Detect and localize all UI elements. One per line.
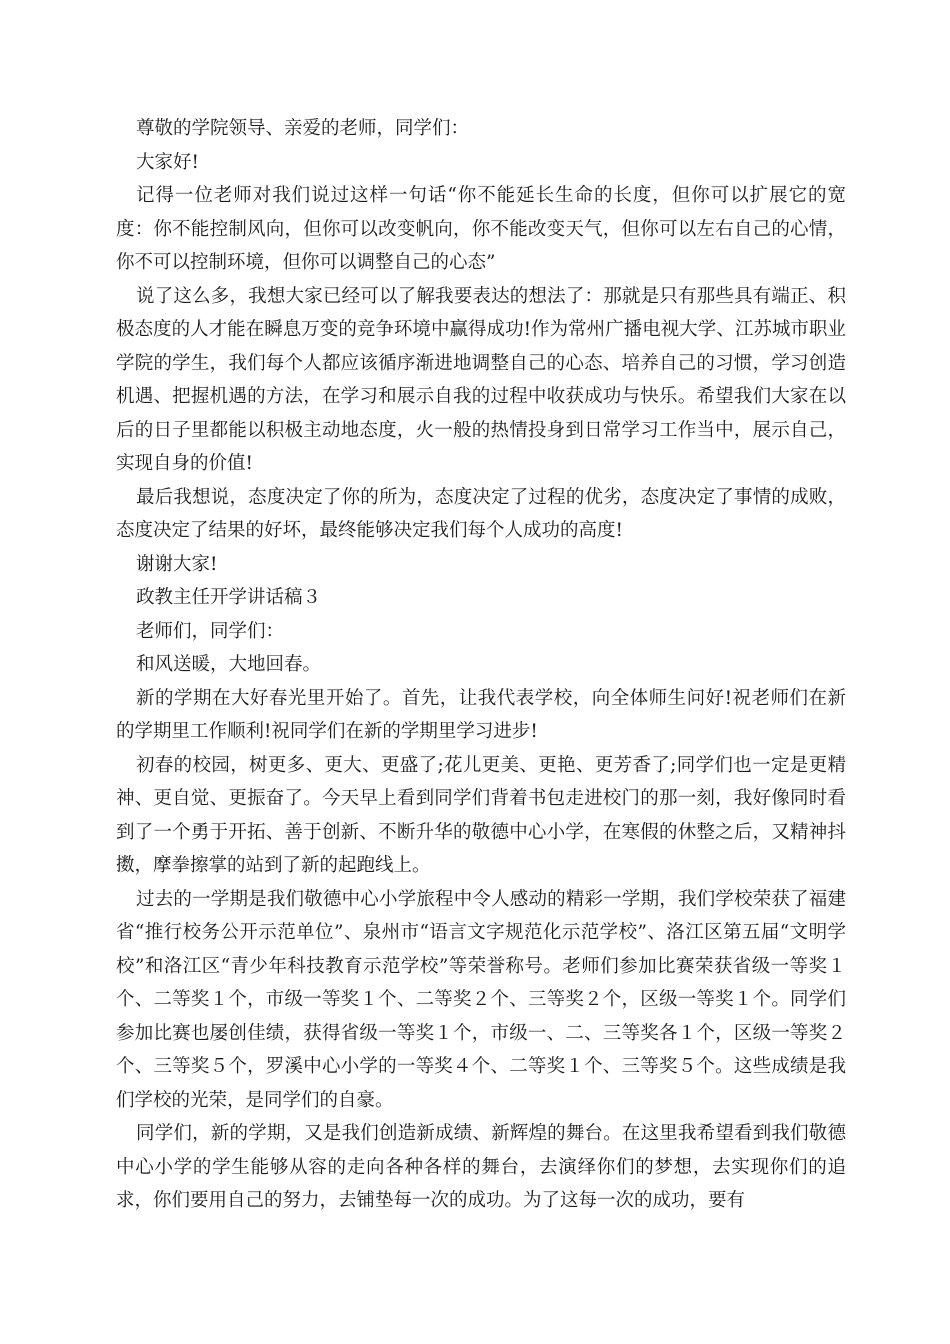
paragraph-greeting: 大家好! [136,151,199,173]
paragraph-salutation: 老师们，同学们： [136,620,285,642]
paragraph-body: 同学们，新的学期，又是我们创造新成绩、新辉煌的舞台。在这里我希望看到我们敬德中心小学的学生能够从容的走向各种各样的舞台，去演绎你们的梦想，去实现你们的追求，你们要用自己的努力，去铺垫每一次的成功。为了这每一次的成功，要有 [116,1123,846,1211]
paragraph-thanks: 谢谢大家! [136,553,218,575]
document-body [116,112,846,1218]
paragraph-body: 过去的一学期是我们敬德中心小学旅程中令人感动的精彩一学期，我们学校荣获了福建省“推行校务公开示范单位”、泉州市“语言文字规范化示范学校”、洛江区第五届“文明学校”和洛江区“青少年科技教育示范学校”等荣誉称号。老师们参加比赛荣获省级一等奖１个、二等奖１个，市级一等奖１个、二等奖２个、三等奖２个，区级一等奖１个。同学们参加比赛也屡创佳绩，获得省级一等奖１个，市级一、二、三等奖各１个，区级一等奖２个、三等奖５个，罗溪中心小学的一等奖４个、二等奖１个、三等奖５个。这些成绩是我们学校的光荣，是同学们的自豪。 [116,888,846,1111]
paragraph-quote: 记得一位老师对我们说过这样一句话“你不能延长生命的长度，但你可以扩展它的宽度：你不能控制风向，但你可以改变帆向，你不能改变天气，但你可以左右自己的心情，你不可以控制环境，但你可以调整自己的心态” [116,185,846,273]
paragraph-greeting: 和风送暖，大地回春。 [136,654,322,675]
paragraph-body: 说了这么多，我想大家已经可以了解我要表达的想法了：那就是只有那些具有端正、积极态度的人才能在瞬息万变的竞争环境中赢得成功!作为常州广播电视大学、江苏城市职业学院的学生，我们每个人都应该循序渐进地调整自己的心态、培养自己的习惯，学习创造机遇、把握机遇的方法，在学习和展示自我的过程中收获成功与快乐。希望我们大家在以后的日子里都能以积极主动地态度，火一般的热情投身到日常学习工作当中，展示自己，实现自身的价值! [116,285,846,474]
paragraph-body: 新的学期在大好春光里开始了。首先，让我代表学校，向全体师生问好!祝老师们在新的学期里工作顺利!祝同学们在新的学期里学习进步! [116,687,846,742]
paragraph-body: 初春的校园，树更多、更大、更盛了;花儿更美、更艳、更芳香了;同学们也一定是更精神、更自觉、更振奋了。今天早上看到同学们背着书包走进校门的那一刻，我好像同时看到了一个勇于开拓、善于创新、不断升华的敬德中心小学，在寒假的休整之后，又精神抖擞，摩拳擦掌的站到了新的起跑线上。 [116,754,846,876]
section-heading: 政教主任开学讲话稿３ [136,587,322,608]
paragraph-body: 最后我想说，态度决定了你的所为，态度决定了过程的优劣，态度决定了事情的成败，态度决定了结果的好坏，最终能够决定我们每个人成功的高度! [116,486,846,541]
paragraph-salutation: 尊敬的学院领导、亲爱的老师，同学们： [136,118,470,139]
